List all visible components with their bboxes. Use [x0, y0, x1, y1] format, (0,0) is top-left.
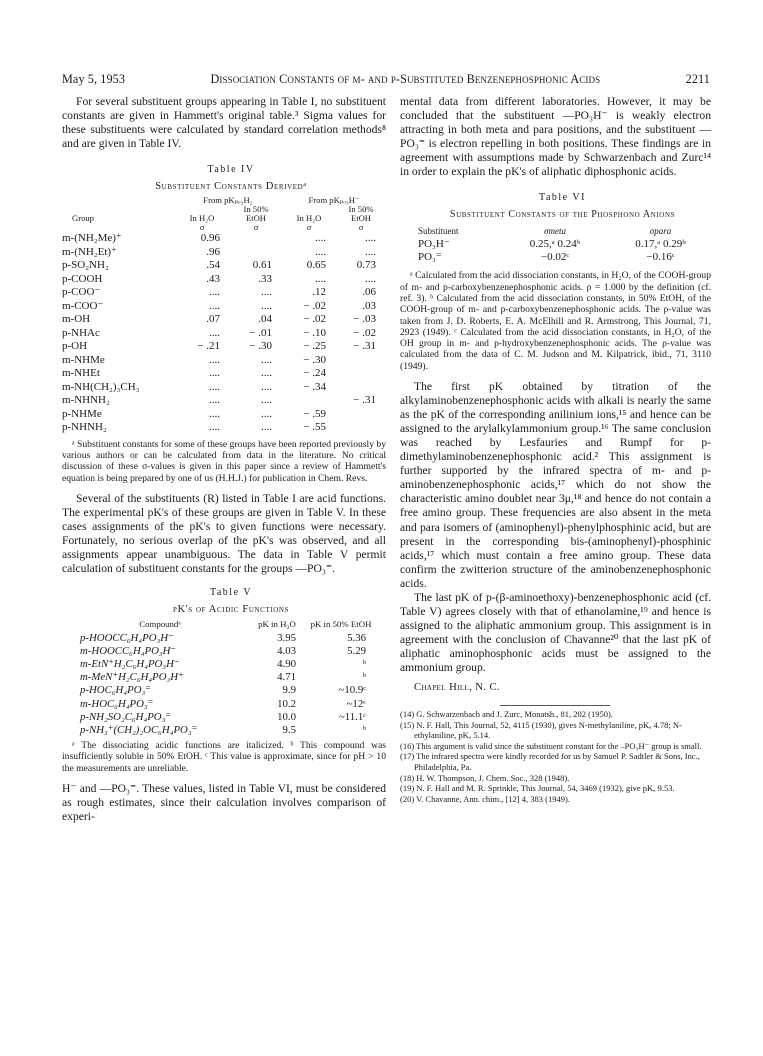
table-cell: m-EtN⁺H₂C₆H₄PO₃H⁻	[80, 657, 180, 670]
table-cell: − .01	[249, 326, 272, 339]
table-cell	[336, 408, 386, 422]
table-cell: p-NH₃⁺(CH₂)₂OC₆H₄PO₃⁼	[80, 723, 198, 736]
table-cell: − .25	[303, 340, 326, 353]
table-cell: − .10	[303, 326, 326, 339]
table-cell: ....	[209, 326, 220, 339]
table-footnote: ᵃ Calculated from the acid dissociation constants, in H₂O, of the COOH-group of m- and p-carboxybenzenephosphonic acids. ρ = 1.000 by the definition (cf. ref. 3). ᵇ Calculated from the acid dissociation constants, in 50% EtOH, of the COOH-group of m- and p-carboxybenzenephosphonic acids. The ρ-value was taken from J. D. Roberts, E. A. McElhill and R. Armstrong, This Journal, 71, 2923 (1949). ᶜ Calculated from the acid dissociation constants, in H₂O, of the OH group in m- and p-hydroxybenzenephosphonic acids. The ρ-value was calculated from the data of C. M. Judson and M. Kilpatrick, ibid., 71, 3110 (1949).	[400, 270, 711, 372]
table-cell	[336, 381, 386, 395]
table-cell: PO₃H⁻	[418, 238, 450, 251]
table-header-cell: In 50%	[243, 204, 269, 215]
table-iv-body	[62, 232, 386, 435]
table-title: Substituent Constants of the Phosphono Anions	[449, 209, 676, 221]
table-cell: m-NH(CH₂)₃CH₃	[62, 380, 140, 393]
table-cell: 9.5	[282, 723, 296, 736]
table-cell: − .02	[303, 313, 326, 326]
table-cell: PO₃⁼	[418, 251, 442, 264]
table-cell	[230, 232, 282, 246]
body-paragraph: The first pK obtained by titration of the alkylaminobenzenephosphonic acids with alkali is nearly the same as the pK of the corresponding anilinium ions,¹⁵ and hence can be assigned to the arylalkylammonium group.¹⁶ The same conclusion was reached by Lesfauries and Rumpf for p-dimethylaminobenzenephosphonic acid.² This assignment is further supported by the infrared spectra of m- and p-aminobenzenephosphonic acids,¹⁷ which do not show the characteristic amino doublet near 3μ,¹⁸ and hence do not contain a free amino group. These frequencies are also absent in the meta and para isomers of (aminophenyl)-phenylphosphinic acid, but are present in the corresponding bis-(aminophenyl)-phosphinic acids,¹⁷ which must contain a free amino group. These data confirm the zwitterion structure of the aminobenzenephosphonic acids.	[400, 380, 711, 590]
table-cell: ....	[315, 245, 326, 258]
table-row	[62, 327, 386, 341]
table-cell: m-NHEt	[62, 367, 100, 380]
table-cell: m-(NH₂Et)⁺	[62, 245, 117, 258]
table-header-cell: σpara	[649, 226, 672, 237]
table-cell: 0.65	[306, 259, 326, 272]
table-title: Substituent Constants Derivedᵃ	[155, 181, 307, 193]
sigma-symbol: σ	[199, 222, 205, 233]
table-cell: 0.17,ᵃ 0.29ᵇ	[635, 238, 686, 251]
table-cell: p-NHMe	[62, 407, 102, 420]
reference-item: (20) V. Chavanne, Ann. chim., [12] 4, 383 (1949).	[400, 793, 570, 804]
table-cell: m-HOC₆H₄PO₃⁼	[80, 697, 154, 710]
table-header-cell: In 50%	[348, 204, 374, 215]
table-cell: −0.02ᶜ	[540, 251, 570, 264]
table-cell: p-HOC₆H₄PO₃⁼	[80, 684, 151, 697]
table-footnote: ᵃ Substituent constants for some of these groups have been reported previously by various authors or can be calculated from data in the literature. No critical discussion of these σ-values is given in this paper since a review of Hammett's equation is being prepared by one of us (H.H.J.) for publication in Chem. Revs.	[62, 438, 386, 484]
table-vi-body	[400, 238, 711, 264]
table-footnote: ᵃ The dissociating acidic functions are italicized. ᵇ This compound was insufficiently soluble in 50% EtOH. ᶜ This value is approximate, since for pH > 10 the measurements are unreliable.	[62, 740, 386, 774]
table-cell: .54	[206, 259, 220, 272]
table-cell: m-NHMe	[62, 353, 105, 366]
sigma-symbol: σ	[358, 222, 364, 233]
table-cell: ....	[261, 394, 272, 407]
table-cell: p-NH₂SO₂C₆H₄PO₃⁼	[80, 710, 172, 723]
table-row	[72, 724, 376, 737]
table-cell: − .55	[303, 421, 326, 434]
table-row	[62, 367, 386, 381]
table-cell: p-NHNH₂	[62, 421, 107, 434]
table-cell: 4.03	[277, 644, 296, 657]
table-row	[72, 711, 376, 724]
table-cell: .07	[206, 313, 220, 326]
table-row	[72, 658, 376, 671]
body-paragraph: The last pK of p-(β-aminoethoxy)-benzenephosphonic acid (cf. Table V) agrees closely with that of ethanolamine,¹⁹ and hence is assigned to the aliphatic ammonium group. This assignment is in agreement with the conclusion of Chavanne²⁰ that the last pK of aliphatic aminophosphonic acids must be assigned to the ammonium group.	[400, 590, 711, 674]
table-row	[62, 259, 386, 273]
table-cell: ....	[261, 353, 272, 366]
body-paragraph: For several substituent groups appearing in Table I, no substituent constants are given in Hammett's original table.³ Sigma values for these substituents were calculated by standard correlation methods⁸ and are given in Table IV.	[62, 95, 386, 151]
table-row	[72, 645, 376, 658]
table-header-cell: From pKₚₒ₃H⁻	[308, 195, 360, 206]
table-row	[62, 313, 386, 327]
table-number: Table VI	[539, 192, 586, 204]
table-row	[72, 632, 376, 645]
table-header-cell: Substituent	[418, 226, 459, 237]
table-cell: ....	[365, 232, 376, 245]
table-cell: p-HOOCC₆H₄PO₃H⁻	[80, 631, 174, 644]
table-cell: − .21	[197, 340, 220, 353]
table-row	[62, 340, 386, 354]
sigma-symbol: σ	[306, 222, 312, 233]
table-cell: ....	[365, 245, 376, 258]
table-cell: ....	[261, 421, 272, 434]
table-cell: ....	[315, 232, 326, 245]
table-header-cell: pK in 50% EtOH	[310, 619, 372, 630]
table-cell: ....	[261, 286, 272, 299]
table-cell: m-HOOCC₆H₄PO₃H⁻	[80, 644, 177, 657]
table-cell	[230, 246, 282, 260]
table-number: Table IV	[207, 164, 255, 176]
table-cell: ᵇ	[362, 723, 366, 736]
table-cell: m-MeN⁺H₂C₆H₄PO₃H⁺	[80, 671, 184, 684]
table-cell: p-COOH	[62, 272, 103, 285]
reference-item: (18) H. W. Thompson, J. Chem. Soc., 328 (1948).	[400, 772, 570, 783]
reference-item: (15) N. F. Hall, This Journal, 52, 4115 (1930), gives N-methylaniline, pKₐ 4.78; N-ethylaniline, pKₐ 5.14.	[400, 719, 682, 741]
table-row	[62, 286, 386, 300]
table-row	[62, 273, 386, 287]
table-cell: ~11.1ᶜ	[338, 710, 366, 723]
table-cell: m-(NH₂Me)⁺	[62, 232, 122, 245]
table-row	[62, 421, 386, 435]
table-cell	[282, 394, 336, 408]
table-row	[72, 684, 376, 697]
table-cell: m-COO⁻	[62, 299, 104, 312]
table-cell: p-COO⁻	[62, 286, 101, 299]
table-cell: ....	[261, 407, 272, 420]
table-v-body	[72, 632, 376, 738]
table-cell	[336, 354, 386, 368]
table-cell: 5.29	[347, 644, 366, 657]
table-cell: 0.25,ᵃ 0.24ᵇ	[529, 238, 581, 251]
table-cell: ....	[209, 380, 220, 393]
table-cell: ....	[209, 286, 220, 299]
body-paragraph: mental data from different laboratories. However, it may be concluded that the substituent —PO₃H⁻ is weakly electron attracting in both meta and para positions, and the substituent —PO₃⁼ is electron repelling in both positions. These findings are in agreement with assumptions made by Schwarzenbach and Zurc¹⁴ in order to explain the pK's of aliphatic diphosphonic acids.	[400, 95, 711, 179]
table-cell: .03	[362, 299, 376, 312]
running-header	[62, 72, 710, 87]
body-paragraph: H⁻ and —PO₃⁼. These values, listed in Table VI, must be considered as rough estimates, since their calculation involves comparison of experi-	[62, 782, 386, 824]
table-row	[62, 232, 386, 246]
table-row	[400, 251, 711, 264]
reference-item: (14) G. Schwarzenbach and J. Zurc, Monatsh., 81, 202 (1950).	[400, 709, 613, 720]
table-cell: 9.9	[282, 684, 296, 697]
table-cell	[336, 367, 386, 381]
table-cell: ᵇ	[362, 671, 366, 684]
table-cell	[336, 421, 386, 435]
table-cell: ....	[209, 367, 220, 380]
table-header-cell: From pKₚₒ₃H₂	[203, 195, 253, 206]
table-cell: p-NHAc	[62, 326, 100, 339]
table-cell: .04	[258, 313, 272, 326]
table-header-cell: In H₂O	[296, 213, 322, 224]
table-row	[72, 698, 376, 711]
table-cell: 3.95	[277, 631, 296, 644]
table-cell: ....	[261, 367, 272, 380]
header-date: May 5, 1953	[62, 72, 126, 86]
table-cell: ....	[365, 272, 376, 285]
table-row	[62, 354, 386, 368]
table-header-cell: pK in H₂O	[258, 619, 296, 630]
table-cell: − .24	[303, 367, 326, 380]
right-column	[400, 95, 711, 804]
table-row	[72, 671, 376, 684]
table-cell: 10.0	[277, 710, 296, 723]
table-row	[62, 381, 386, 395]
table-cell: ....	[209, 421, 220, 434]
table-cell: ....	[209, 407, 220, 420]
table-vi	[400, 225, 711, 264]
table-cell: .12	[312, 286, 326, 299]
table-cell: ....	[209, 299, 220, 312]
table-cell: − .34	[303, 380, 326, 393]
sigma-symbol: σ	[253, 222, 259, 233]
table-cell: − .03	[353, 313, 376, 326]
table-cell: 0.73	[356, 259, 376, 272]
body-paragraph: Several of the substituents (R) listed in Table I are acid functions. The experimental pK's of these groups are given in Table V. In these cases assignments of the pK's to given functions were necessary. Fortunately, no serious overlap of the pK's was observed, and all assignments appear unambiguous. The data in Table V permit calculation of substituent constants for the groups —PO₃⁼.	[62, 491, 386, 576]
table-title: pK's of Acidic Functions	[172, 604, 290, 616]
table-cell: .96	[206, 245, 220, 258]
table-row	[62, 408, 386, 422]
table-cell: − .02	[303, 299, 326, 312]
table-row	[62, 300, 386, 314]
reference-item: (17) The infrared spectra were kindly recorded for us by Samuel P. Sadtler & Sons, Inc., Philadelphia, Pa.	[400, 751, 700, 773]
table-cell: − .31	[353, 394, 376, 407]
table-cell: 4.90	[277, 657, 296, 670]
table-cell: − .59	[303, 407, 326, 420]
table-cell: ....	[261, 299, 272, 312]
table-cell: ....	[261, 380, 272, 393]
table-header-cell: Group	[72, 213, 94, 224]
table-row	[400, 238, 711, 251]
reference-item: (19) N. F. Hall and M. R. Sprinkle, This Journal, 54, 3469 (1932), give pKₐ 9.53.	[400, 783, 675, 794]
table-cell: 4.71	[277, 671, 296, 684]
table-cell: 0.61	[252, 259, 272, 272]
table-cell: −0.16ᶜ	[646, 251, 675, 264]
table-cell: .43	[206, 272, 220, 285]
table-v	[72, 618, 376, 737]
table-row	[62, 246, 386, 260]
table-header-cell: Compoundᵃ	[139, 619, 181, 630]
left-column	[62, 95, 386, 824]
table-cell: 10.2	[277, 697, 296, 710]
table-header-cell: EtOH	[245, 213, 267, 224]
table-cell: .33	[258, 272, 272, 285]
table-cell: 5.36	[347, 631, 366, 644]
table-cell: ....	[315, 272, 326, 285]
table-cell: m-OH	[62, 313, 91, 326]
reference-list	[400, 709, 711, 804]
table-cell: ....	[209, 394, 220, 407]
table-cell: ....	[209, 353, 220, 366]
reference-item: (16) This argument is valid since the substituent constant for the –PO₃H⁻ group is small.	[400, 740, 702, 751]
table-cell: p-OH	[62, 340, 88, 353]
table-cell: − .30	[303, 353, 326, 366]
table-cell: .06	[362, 286, 376, 299]
table-header-cell: In H₂O	[189, 213, 215, 224]
table-cell: m-NHNH₂	[62, 394, 110, 407]
table-cell: p-SO₂NH₂	[62, 259, 109, 272]
table-header-cell: σmeta	[544, 226, 566, 237]
table-cell: ᵇ	[362, 657, 366, 670]
table-iv	[62, 196, 386, 435]
table-number: Table V	[209, 587, 253, 599]
header-title: Dissociation Constants of m- and p-Substituted Benzenephosphonic Acids	[210, 72, 601, 86]
header-page-number: 2211	[685, 72, 710, 86]
table-cell: − .30	[249, 340, 272, 353]
signoff: Chapel Hill, N. C.	[414, 682, 500, 694]
footnote-rule	[500, 705, 610, 706]
table-header-cell: EtOH	[350, 213, 372, 224]
table-cell: − .02	[353, 326, 376, 339]
table-cell: ~10.9ᶜ	[338, 684, 366, 697]
table-row	[62, 394, 386, 408]
table-cell: 0.96	[200, 232, 220, 245]
table-cell: ~12ᶜ	[346, 697, 366, 710]
table-cell: − .31	[353, 340, 376, 353]
